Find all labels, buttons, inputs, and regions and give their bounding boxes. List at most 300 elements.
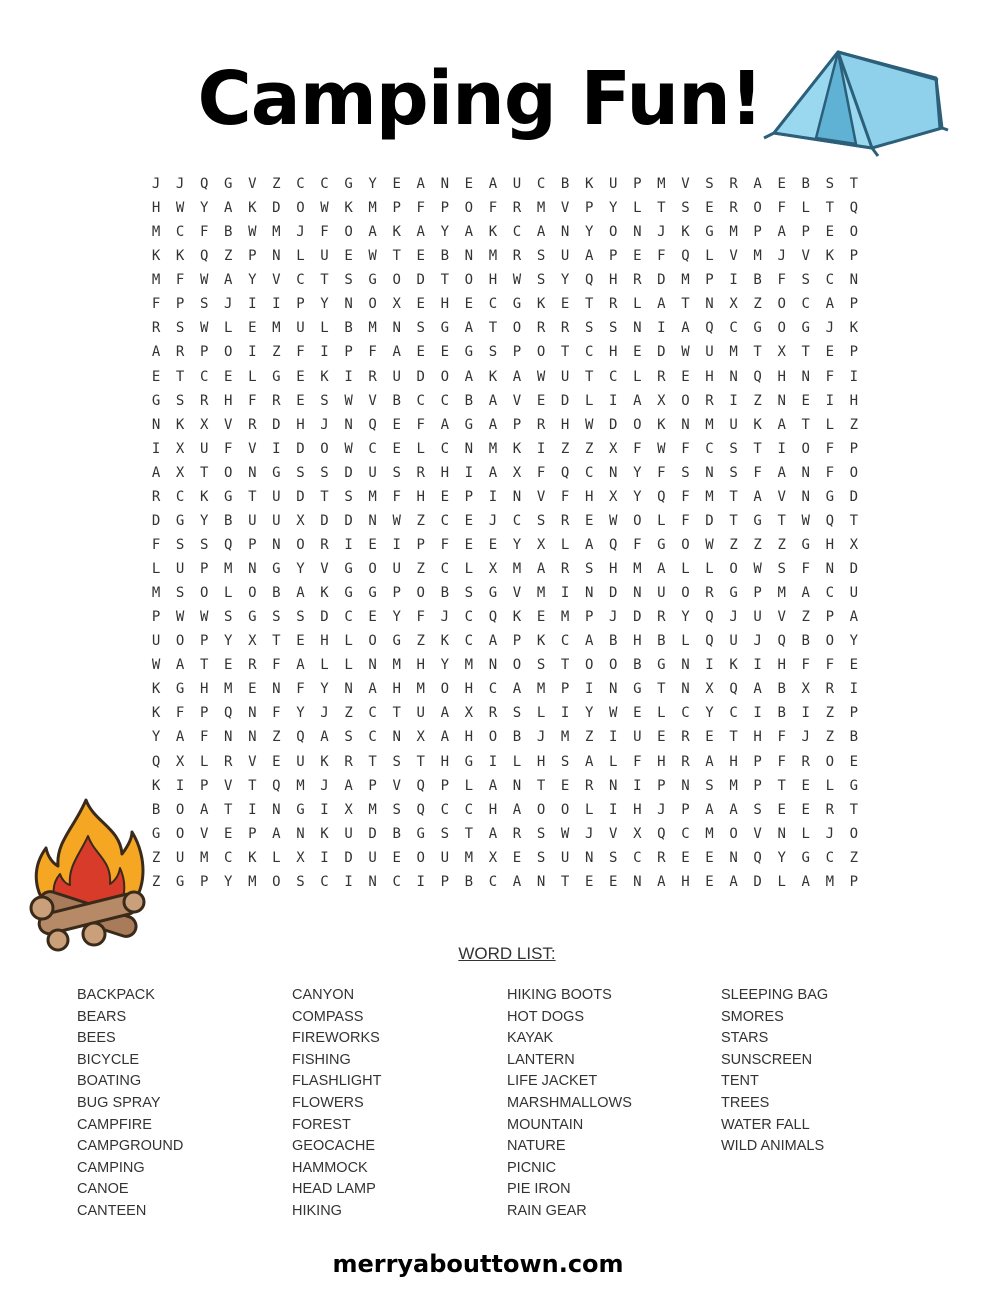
grid-letter: H <box>584 488 594 505</box>
grid-letter: S <box>199 536 209 553</box>
grid-letter: Q <box>753 849 762 866</box>
grid-letter: S <box>175 392 185 409</box>
grid-letter: C <box>392 873 401 890</box>
grid-letter: X <box>849 536 859 553</box>
grid-letter: N <box>248 561 257 578</box>
grid-letter: S <box>296 873 305 890</box>
grid-letter: M <box>705 825 714 842</box>
word-list-title: WORD LIST: <box>458 944 556 963</box>
grid-letter: J <box>224 296 233 313</box>
grid-letter: L <box>633 296 642 313</box>
grid-letter: E <box>584 873 594 890</box>
grid-letter: T <box>729 512 738 529</box>
grid-letter: F <box>151 536 161 553</box>
grid-letter: H <box>440 296 449 313</box>
grid-letter: R <box>199 392 209 409</box>
grid-letter: M <box>199 849 209 866</box>
word-list-column-1 <box>77 985 183 1223</box>
grid-letter: S <box>560 753 570 770</box>
grid-letter: Z <box>151 849 161 866</box>
grid-letter: E <box>416 248 425 265</box>
grid-letter: N <box>296 825 305 842</box>
grid-letter: U <box>296 753 305 770</box>
grid-letter: N <box>633 585 642 602</box>
grid-letter: S <box>681 464 690 481</box>
grid-letter: R <box>488 705 498 722</box>
grid-letter: Y <box>199 512 209 529</box>
grid-letter: B <box>849 729 859 746</box>
grid-letter: A <box>512 873 522 890</box>
grid-letter: G <box>368 272 377 289</box>
grid-letter: I <box>633 777 642 794</box>
grid-letter: F <box>825 440 834 457</box>
grid-letter: U <box>440 849 449 866</box>
grid-letter: E <box>825 344 834 361</box>
tent-icon <box>760 38 950 158</box>
grid-letter: F <box>825 464 834 481</box>
grid-letter: D <box>609 416 618 433</box>
grid-letter: K <box>512 609 522 626</box>
grid-letter: I <box>344 873 353 890</box>
grid-letter: E <box>416 344 425 361</box>
grid-letter: S <box>464 585 474 602</box>
grid-letter: R <box>536 416 546 433</box>
grid-letter: A <box>777 224 786 241</box>
grid-letter: H <box>320 633 329 650</box>
grid-letter: S <box>512 705 522 722</box>
grid-letter: U <box>560 368 570 385</box>
grid-letter: Q <box>657 488 666 505</box>
grid-letter: J <box>536 729 546 746</box>
grid-letter: L <box>681 633 690 650</box>
grid-letter: I <box>416 873 425 890</box>
grid-letter: P <box>633 176 642 193</box>
grid-letter: N <box>392 729 401 746</box>
grid-letter: E <box>488 536 498 553</box>
grid-letter: P <box>392 585 401 602</box>
grid-letter: L <box>584 392 594 409</box>
grid-letter: L <box>248 368 257 385</box>
grid-letter: B <box>609 633 618 650</box>
grid-letter: W <box>584 416 594 433</box>
grid-letter: W <box>560 825 570 842</box>
grid-letter: P <box>440 777 449 794</box>
grid-letter: A <box>464 224 474 241</box>
grid-letter: A <box>777 464 786 481</box>
grid-letter: Z <box>416 512 425 529</box>
grid-letter: U <box>392 368 401 385</box>
grid-letter: S <box>705 777 714 794</box>
grid-letter: L <box>151 561 161 578</box>
grid-letter: Q <box>777 633 786 650</box>
grid-letter: J <box>320 416 329 433</box>
grid-letter: U <box>248 512 257 529</box>
grid-letter: A <box>368 681 377 698</box>
grid-letter: Q <box>729 681 738 698</box>
grid-letter: D <box>344 464 353 481</box>
grid-letter: L <box>609 753 618 770</box>
grid-letter: F <box>151 296 161 313</box>
grid-letter: E <box>392 849 401 866</box>
grid-letter: H <box>464 729 474 746</box>
grid-letter: V <box>609 825 618 842</box>
grid-letter: K <box>344 200 353 217</box>
grid-letter: Q <box>609 536 618 553</box>
grid-letter: S <box>536 657 546 674</box>
grid-letter: R <box>151 320 161 337</box>
grid-letter: S <box>536 248 546 265</box>
grid-letter: T <box>560 657 570 674</box>
grid-letter: N <box>272 681 281 698</box>
grid-letter: M <box>633 561 642 578</box>
word-list-item: LANTERN <box>507 1051 575 1068</box>
grid-letter: K <box>320 753 329 770</box>
grid-letter: V <box>512 585 522 602</box>
grid-letter: U <box>560 849 570 866</box>
grid-letter: T <box>825 200 834 217</box>
grid-letter: A <box>536 561 546 578</box>
grid-letter: O <box>296 200 305 217</box>
grid-letter: F <box>224 440 233 457</box>
word-list-item: BOATING <box>77 1073 142 1090</box>
grid-letter: G <box>175 873 185 890</box>
grid-letter: X <box>175 440 185 457</box>
grid-letter: D <box>633 609 642 626</box>
grid-letter: M <box>368 801 377 818</box>
grid-letter: P <box>801 224 810 241</box>
grid-letter: N <box>392 320 401 337</box>
grid-letter: V <box>248 753 257 770</box>
grid-letter: T <box>849 512 859 529</box>
grid-letter: K <box>151 705 161 722</box>
grid-letter: B <box>440 585 449 602</box>
grid-letter: J <box>584 825 594 842</box>
grid-letter: L <box>536 705 546 722</box>
grid-letter: O <box>175 801 185 818</box>
grid-letter: F <box>681 512 690 529</box>
grid-letter: C <box>464 633 474 650</box>
grid-letter: D <box>296 488 305 505</box>
grid-letter: N <box>705 464 714 481</box>
grid-letter: M <box>272 224 281 241</box>
grid-letter: O <box>729 825 738 842</box>
grid-letter: T <box>560 344 570 361</box>
grid-letter: U <box>320 248 329 265</box>
grid-letter: N <box>488 657 498 674</box>
grid-letter: D <box>344 849 353 866</box>
word-list-item: FISHING <box>292 1051 351 1068</box>
grid-letter: N <box>344 296 353 313</box>
grid-letter: Y <box>633 464 642 481</box>
grid-letter: Z <box>344 705 353 722</box>
grid-letter: F <box>777 200 786 217</box>
grid-letter: T <box>248 488 257 505</box>
grid-letter: V <box>320 561 329 578</box>
grid-letter: G <box>729 585 738 602</box>
grid-letter: F <box>272 705 281 722</box>
grid-letter: K <box>320 585 329 602</box>
grid-letter: Z <box>753 392 762 409</box>
grid-letter: O <box>681 392 690 409</box>
grid-letter: R <box>320 536 329 553</box>
grid-letter: B <box>560 176 570 193</box>
grid-letter: R <box>560 561 570 578</box>
grid-letter: X <box>464 705 474 722</box>
grid-letter: T <box>801 344 810 361</box>
grid-letter: O <box>199 585 209 602</box>
word-list-item: CANOE <box>77 1181 129 1198</box>
grid-letter: N <box>681 681 690 698</box>
grid-letter: Z <box>849 849 859 866</box>
grid-letter: G <box>272 561 281 578</box>
grid-letter: E <box>464 512 474 529</box>
grid-letter: I <box>609 801 618 818</box>
grid-letter: X <box>705 681 714 698</box>
grid-letter: N <box>368 512 377 529</box>
grid-letter: Y <box>248 272 257 289</box>
grid-letter: E <box>825 224 834 241</box>
grid-letter: T <box>272 633 281 650</box>
grid-letter: P <box>512 416 522 433</box>
grid-letter: Y <box>512 536 522 553</box>
grid-letter: R <box>681 729 690 746</box>
grid-letter: T <box>560 873 570 890</box>
grid-letter: E <box>224 825 233 842</box>
grid-letter: G <box>224 176 233 193</box>
grid-letter: O <box>633 512 642 529</box>
grid-letter: N <box>849 272 859 289</box>
grid-letter: V <box>272 272 281 289</box>
grid-letter: T <box>801 416 810 433</box>
grid-letter: V <box>777 488 786 505</box>
grid-letter: O <box>440 681 449 698</box>
grid-letter: H <box>488 272 498 289</box>
grid-letter: Z <box>272 176 281 193</box>
grid-letter: I <box>849 681 859 698</box>
grid-letter: W <box>199 272 209 289</box>
grid-letter: A <box>488 633 498 650</box>
grid-letter: O <box>464 200 474 217</box>
grid-letter: I <box>272 440 281 457</box>
grid-letter: G <box>344 176 353 193</box>
grid-letter: J <box>753 633 762 650</box>
grid-letter: W <box>175 609 185 626</box>
grid-letter: G <box>151 825 161 842</box>
grid-letter: T <box>199 657 209 674</box>
grid-letter: M <box>224 681 233 698</box>
grid-letter: K <box>753 416 762 433</box>
grid-letter: T <box>777 512 786 529</box>
grid-letter: B <box>801 176 810 193</box>
grid-letter: Q <box>296 729 305 746</box>
grid-letter: P <box>753 224 762 241</box>
grid-letter: N <box>272 801 281 818</box>
grid-letter: M <box>464 657 474 674</box>
grid-letter: Y <box>681 609 690 626</box>
grid-letter: X <box>512 464 522 481</box>
grid-letter: G <box>657 536 666 553</box>
grid-letter: U <box>368 849 377 866</box>
grid-letter: Z <box>729 536 738 553</box>
grid-letter: P <box>849 705 859 722</box>
grid-letter: D <box>151 512 161 529</box>
grid-letter: M <box>368 200 377 217</box>
grid-letter: F <box>633 536 642 553</box>
grid-letter: O <box>416 849 425 866</box>
grid-letter: P <box>584 200 594 217</box>
grid-letter: Z <box>560 440 570 457</box>
word-list-item: BEARS <box>77 1008 127 1025</box>
grid-letter: Y <box>440 657 449 674</box>
grid-letter: I <box>849 368 859 385</box>
grid-letter: O <box>175 633 185 650</box>
grid-letter: J <box>801 729 810 746</box>
grid-letter: J <box>320 705 329 722</box>
grid-letter: R <box>536 320 546 337</box>
grid-letter: C <box>344 609 353 626</box>
grid-letter: N <box>729 849 738 866</box>
grid-letter: L <box>464 777 474 794</box>
grid-letter: U <box>151 633 161 650</box>
grid-letter: E <box>248 681 257 698</box>
grid-letter: C <box>825 272 834 289</box>
grid-letter: S <box>392 801 401 818</box>
grid-letter: R <box>512 825 522 842</box>
grid-letter: M <box>536 585 546 602</box>
grid-letter: S <box>296 464 305 481</box>
grid-letter: O <box>368 296 377 313</box>
grid-letter: P <box>199 344 209 361</box>
grid-letter: T <box>849 176 859 193</box>
grid-letter: O <box>368 561 377 578</box>
grid-letter: R <box>705 585 714 602</box>
grid-letter: G <box>392 633 401 650</box>
grid-letter: L <box>560 536 570 553</box>
grid-letter: N <box>512 777 522 794</box>
grid-letter: X <box>536 536 546 553</box>
grid-letter: C <box>464 609 474 626</box>
grid-letter: N <box>777 392 786 409</box>
grid-letter: C <box>681 705 690 722</box>
grid-letter: I <box>729 392 738 409</box>
grid-letter: Z <box>151 873 161 890</box>
grid-letter: Q <box>151 753 161 770</box>
grid-letter: A <box>849 609 859 626</box>
grid-letter: M <box>464 849 474 866</box>
grid-letter: V <box>224 416 233 433</box>
grid-letter: A <box>464 320 474 337</box>
grid-letter: E <box>440 344 449 361</box>
grid-letter: C <box>440 392 449 409</box>
grid-letter: P <box>825 609 834 626</box>
grid-letter: H <box>777 657 786 674</box>
grid-letter: S <box>344 729 353 746</box>
grid-letter: U <box>344 825 353 842</box>
grid-letter: G <box>488 585 498 602</box>
grid-letter: A <box>488 777 498 794</box>
grid-letter: P <box>753 777 762 794</box>
grid-letter: U <box>657 585 666 602</box>
word-list-item: CANYON <box>292 987 355 1003</box>
grid-letter: R <box>151 488 161 505</box>
grid-letter: H <box>657 753 666 770</box>
grid-letter: A <box>344 777 353 794</box>
grid-letter: K <box>657 416 666 433</box>
grid-letter: H <box>440 753 449 770</box>
grid-letter: U <box>272 488 281 505</box>
grid-letter: C <box>224 849 233 866</box>
grid-letter: F <box>633 440 642 457</box>
grid-letter: E <box>224 368 233 385</box>
grid-letter: C <box>512 224 522 241</box>
grid-letter: L <box>825 416 834 433</box>
grid-letter: D <box>416 272 425 289</box>
grid-letter: V <box>199 825 209 842</box>
grid-letter: O <box>801 440 810 457</box>
grid-letter: F <box>633 753 642 770</box>
grid-letter: F <box>416 416 425 433</box>
grid-letter: O <box>849 825 859 842</box>
grid-letter: Q <box>272 777 281 794</box>
grid-letter: O <box>825 633 834 650</box>
grid-letter: L <box>801 200 810 217</box>
grid-letter: N <box>368 873 377 890</box>
grid-letter: P <box>849 440 859 457</box>
grid-letter: V <box>729 248 738 265</box>
grid-letter: T <box>753 344 762 361</box>
grid-letter: L <box>705 248 714 265</box>
word-list-item: TREES <box>721 1094 770 1111</box>
grid-letter: U <box>368 464 377 481</box>
grid-letter: F <box>488 200 498 217</box>
grid-letter: H <box>753 729 762 746</box>
grid-letter: L <box>777 873 786 890</box>
grid-letter: T <box>392 705 401 722</box>
grid-letter: E <box>416 296 425 313</box>
grid-letter: U <box>175 561 185 578</box>
grid-letter: F <box>368 344 377 361</box>
word-list-item: BACKPACK <box>77 987 155 1003</box>
grid-letter: I <box>777 440 786 457</box>
grid-letter: E <box>512 849 522 866</box>
grid-letter: T <box>488 320 498 337</box>
grid-letter: H <box>777 368 786 385</box>
grid-letter: N <box>609 681 618 698</box>
grid-letter: X <box>344 801 353 818</box>
grid-letter: P <box>753 585 762 602</box>
grid-letter: S <box>296 609 305 626</box>
grid-letter: M <box>512 561 522 578</box>
grid-letter: L <box>224 320 233 337</box>
grid-letter: A <box>657 296 666 313</box>
grid-letter: M <box>248 873 257 890</box>
grid-letter: P <box>440 873 449 890</box>
grid-letter: A <box>440 705 449 722</box>
grid-letter: P <box>512 344 522 361</box>
grid-letter: F <box>199 224 209 241</box>
word-list-item: CAMPGROUND <box>77 1138 184 1155</box>
grid-letter: G <box>753 512 762 529</box>
grid-letter: C <box>681 825 690 842</box>
grid-letter: A <box>801 873 810 890</box>
grid-letter: U <box>609 176 618 193</box>
grid-letter: S <box>272 609 281 626</box>
grid-letter: Q <box>416 801 425 818</box>
grid-letter: N <box>248 729 257 746</box>
grid-letter: B <box>224 224 233 241</box>
grid-letter: K <box>584 176 594 193</box>
grid-letter: D <box>320 609 329 626</box>
